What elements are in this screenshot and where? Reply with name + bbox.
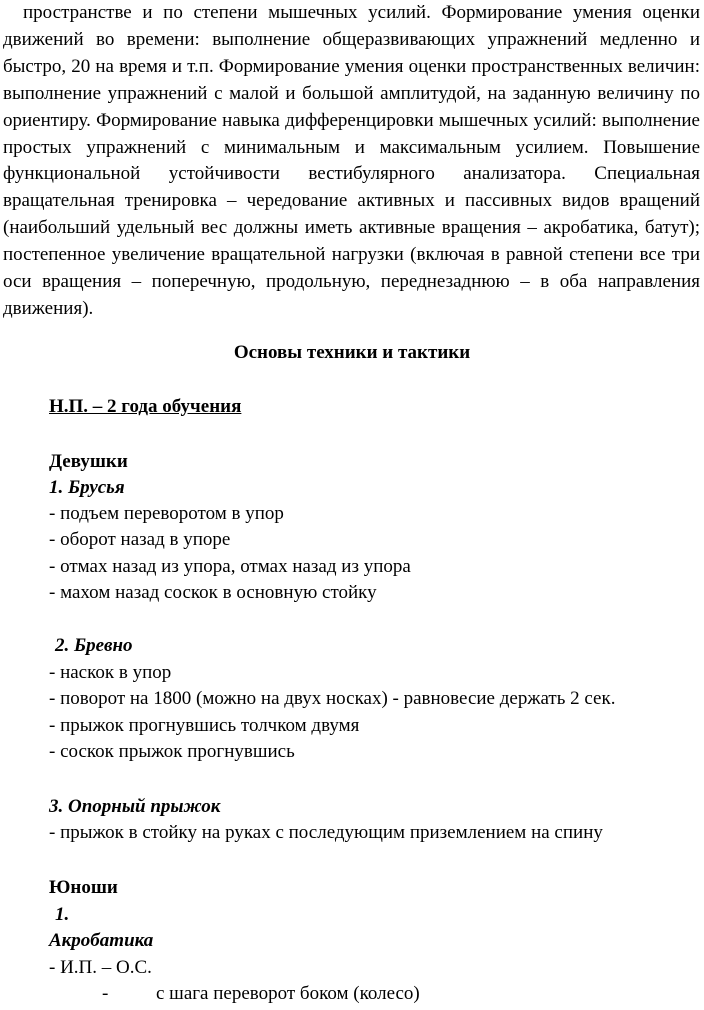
intro-paragraph: пространстве и по степени мышечных усилий. Формирование умения оценки движений во времени: выполнение общеразвивающих упражнений медленно и быстро, 20 на время и т.п. Формирование умения оценки пространственных величин: выполнение упражнений с малой и большой амплитудой, на заданную величину по ориентиру. Формирование навыка дифференцировки мышечных усилий: выполнение простых упражнений с минимальным и максимальным усилием. Повышение функциональной устойчивости вестибулярного анализатора. Специальная вращательная тренировка – чередование активных и пассивных видов вращений (наибольший удельный вес должны иметь активные вращения – акробатика, батут); постепенное увеличение вращательной нагрузки (включая в равной степени все три оси вращения – поперечную, продольную, переднезаднюю – в оба направления движения).: [3, 2, 700, 319]
list-item: с шага переворот боком (колесо): [156, 983, 420, 1004]
sub-item-dash: -: [102, 983, 109, 1004]
list-item: - соскок прыжок прогнувшись: [49, 741, 295, 762]
list-item: - прыжок в стойку на руках с последующим приземлением на спину: [49, 822, 603, 843]
bars-heading: 1. Брусья: [49, 477, 125, 498]
acrobatics-number: 1.: [55, 904, 70, 925]
acrobatics-heading: Акробатика: [49, 930, 154, 951]
list-item: - отмах назад из упора, отмах назад из упора: [49, 556, 411, 577]
section-title: Основы техники и тактики: [233, 342, 471, 363]
list-item: - И.П. – О.С.: [49, 957, 152, 978]
list-item: - оборот назад в упоре: [49, 529, 231, 550]
girls-heading: Девушки: [49, 451, 128, 472]
stage-heading: Н.П. – 2 года обучения: [49, 396, 242, 417]
list-item: - наскок в упор: [49, 662, 172, 683]
list-item: - подъем переворотом в упор: [49, 503, 284, 524]
beam-heading: 2. Бревно: [55, 635, 133, 656]
vault-heading: 3. Опорный прыжок: [49, 796, 221, 817]
list-item: - махом назад соскок в основную стойку: [49, 582, 377, 603]
boys-heading: Юноши: [49, 877, 118, 898]
list-item: - прыжок прогнувшись толчком двумя: [49, 715, 360, 736]
list-item: - поворот на 1800 (можно на двух носках) - равновесие держать 2 сек.: [49, 688, 616, 709]
